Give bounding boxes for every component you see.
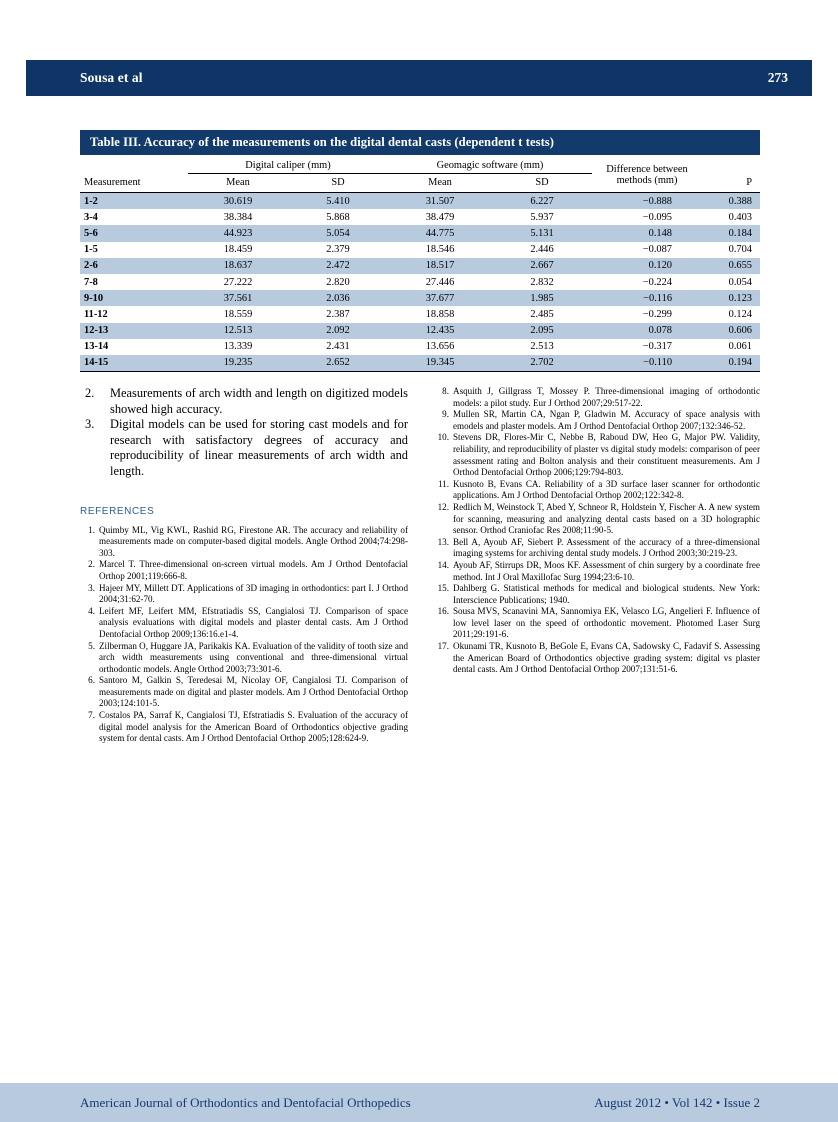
- cell-geomagic-sd: 2.832: [530, 276, 554, 288]
- cell-caliper-mean: 38.384: [223, 211, 253, 223]
- reference-number: 14.: [437, 559, 449, 570]
- footer-journal-title: American Journal of Orthodontics and Dentofacial Orthopedics: [80, 1094, 411, 1110]
- cell-geomagic-sd: 2.095: [492, 323, 592, 339]
- cell-p-value: 0.655: [702, 258, 760, 274]
- reference-item: [432, 386, 760, 409]
- reference-number: 5.: [88, 640, 95, 651]
- cell-geomagic-mean: 31.507: [388, 193, 492, 210]
- article-body: [80, 386, 760, 856]
- conclusion-number: 3.: [85, 417, 95, 432]
- cell-difference: −0.116: [592, 290, 702, 306]
- conclusion-number: 2.: [85, 386, 95, 400]
- table-row: [80, 242, 760, 258]
- group-header-p: P: [746, 177, 753, 188]
- table-caption: Table III. Accuracy of the measurements on the digital dental casts (dependent t tests): [80, 130, 760, 155]
- reference-text: Ayoub AF, Stirrups DR, Moos KF. Assessment of chin surgery by a coordinate free method. Int J Oral Maxillofac Surg 1994;23:6-10.: [453, 559, 760, 582]
- cell-caliper-mean: 30.619: [188, 193, 288, 210]
- sub-header-geomagic-mean: Mean: [428, 177, 452, 188]
- reference-text: Santoro M, Galkin S, Teredesai M, Nicolay OF, Cangialosi TJ. Comparison of measurements made on digital and plaster models. Am J Orthod Dentofacial Orthop 2003;124:101-5.: [99, 675, 408, 709]
- group-header-spacer: [80, 155, 188, 174]
- cell-geomagic-sd: 5.131: [492, 225, 592, 241]
- cell-caliper-sd: 2.379: [326, 244, 350, 256]
- cell-geomagic-mean: 18.517: [388, 258, 492, 274]
- table-row: [80, 225, 760, 241]
- reference-text: Marcel T. Three-dimensional on-screen virtual models. Am J Orthod Dentofacial Orthop 2001;119:666-8.: [99, 559, 408, 581]
- cell-p-value: 0.403: [728, 211, 753, 223]
- cell-geomagic-sd: 5.937: [530, 211, 554, 223]
- cell-difference: −0.095: [642, 211, 673, 223]
- reference-item: [432, 583, 760, 606]
- reference-item: [432, 432, 760, 478]
- group-header-difference: [592, 155, 702, 193]
- cell-difference: −0.087: [642, 244, 673, 256]
- cell-measurement: 12-13: [80, 323, 188, 339]
- reference-text: Sousa MVS, Scanavini MA, Sannomiya EK, Velasco LG, Angelieri F. Influence of low level laser on the speed of orthodontic movement. Photomed Laser Surg 2011;29:191-6.: [453, 606, 760, 640]
- cell-p-value: 0.123: [702, 290, 760, 306]
- reference-item: [432, 502, 760, 537]
- cell-geomagic-mean: 18.546: [425, 244, 455, 256]
- right-column: [432, 386, 760, 676]
- reference-item: [80, 606, 408, 641]
- reference-item: [432, 537, 760, 560]
- sub-header-geomagic-sd: SD: [535, 177, 549, 188]
- table-row: [80, 339, 760, 355]
- sub-header-caliper-mean: Mean: [226, 177, 250, 188]
- cell-measurement: 3-4: [84, 211, 98, 223]
- cell-geomagic-sd: 2.667: [492, 258, 592, 274]
- reference-number: 15.: [437, 583, 449, 594]
- cell-geomagic-sd: 1.985: [492, 290, 592, 306]
- cell-caliper-mean: 37.561: [188, 290, 288, 306]
- reference-text: Kusnoto B, Evans CA. Reliability of a 3D surface laser scanner for orthodontic applications. Am J Orthod Dentofacial Orthop 2002;122:342-8.: [453, 478, 760, 501]
- cell-geomagic-mean: 27.446: [425, 276, 455, 288]
- reference-number: 6.: [88, 675, 95, 686]
- conclusion-text: Digital models can be used for storing cast models and for research with satisfactory degrees of accuracy and reproducibility of linear measurements of arch width and length.: [110, 417, 408, 478]
- table-row: [80, 258, 760, 274]
- group-header-geomagic: Geomagic software (mm): [388, 155, 592, 174]
- cell-geomagic-sd: 2.485: [530, 308, 554, 320]
- table-row: [80, 193, 760, 210]
- reference-text: Quimby ML, Vig KWL, Rashid RG, Firestone AR. The accuracy and reliability of measurements made on computer-based digital models. Angle Orthod 2004;74:298-303.: [99, 524, 408, 558]
- cell-geomagic-sd: 2.702: [492, 355, 592, 372]
- cell-measurement: 13-14: [84, 341, 109, 353]
- table-iii: [80, 130, 760, 372]
- conclusion-item: [80, 417, 408, 479]
- reference-number: 17.: [437, 641, 449, 652]
- cell-caliper-mean: 18.459: [223, 244, 253, 256]
- reference-text: Redlich M, Weinstock T, Abed Y, Schneor R, Holdstein Y, Fischer A. A new system for scanning, measuring and analyzing dental casts based on a 3D holographic sensor. Orthod Craniofac Res 2008;11:90-5.: [453, 501, 760, 536]
- cell-caliper-mean: 13.339: [223, 341, 253, 353]
- page-number: 273: [767, 70, 788, 85]
- cell-geomagic-mean: 38.479: [425, 211, 455, 223]
- reference-item: [432, 479, 760, 502]
- reference-number: 10.: [437, 432, 449, 443]
- reference-number: 8.: [442, 386, 449, 396]
- cell-p-value: 0.124: [728, 308, 753, 320]
- running-head: [26, 60, 812, 96]
- cell-measurement: 7-8: [84, 276, 98, 288]
- reference-number: 3.: [88, 582, 95, 593]
- cell-p-value: 0.388: [702, 193, 760, 210]
- reference-item: [432, 560, 760, 583]
- cell-difference: −0.317: [642, 341, 673, 353]
- cell-caliper-sd: 2.431: [326, 341, 350, 353]
- cell-p-value: 0.054: [728, 276, 753, 288]
- accuracy-table: [80, 155, 760, 372]
- cell-p-value: 0.704: [728, 244, 753, 256]
- cell-geomagic-mean: 13.656: [425, 341, 455, 353]
- cell-difference: −0.224: [642, 276, 673, 288]
- references-list-right: [432, 386, 760, 676]
- footer-issue-info: August 2012 • Vol 142 • Issue 2: [594, 1094, 760, 1110]
- cell-geomagic-mean: 44.775: [388, 225, 492, 241]
- reference-text: Asquith J, Gillgrass T, Mossey P. Three-dimensional imaging of orthodontic models: a pilot study. Eur J Orthod 2007;29:517-22.: [453, 386, 760, 408]
- reference-text: Bell A, Ayoub AF, Siebert P. Assessment of the accuracy of a three-dimensional imaging systems for archiving dental study models. J Orthod 2003;30:219-23.: [453, 536, 760, 559]
- page-footer: [0, 1083, 838, 1122]
- cell-measurement: 1-5: [84, 244, 98, 256]
- reference-number: 11.: [437, 478, 449, 489]
- cell-geomagic-mean: 19.345: [388, 355, 492, 372]
- cell-measurement: 5-6: [80, 225, 188, 241]
- cell-measurement: 14-15: [80, 355, 188, 372]
- cell-p-value: 0.194: [702, 355, 760, 372]
- reference-item: [80, 525, 408, 560]
- table-row: [80, 209, 760, 225]
- reference-item: [432, 641, 760, 676]
- cell-p-value: 0.606: [702, 323, 760, 339]
- reference-item: [80, 641, 408, 676]
- table-row: [80, 323, 760, 339]
- cell-geomagic-sd: 6.227: [492, 193, 592, 210]
- conclusion-item: [80, 386, 408, 417]
- cell-geomagic-sd: 2.513: [530, 341, 554, 353]
- cell-caliper-sd: 2.387: [326, 308, 350, 320]
- cell-geomagic-sd: 2.446: [530, 244, 554, 256]
- references-list-left: [80, 525, 408, 745]
- cell-caliper-sd: 5.868: [326, 211, 350, 223]
- table-group-header-row: [80, 155, 760, 174]
- reference-text: Costalos PA, Sarraf K, Cangialosi TJ, Efstratiadis S. Evaluation of the accuracy of digital model analysis for the American Board of Orthodontics objective grading system for dental casts. Am J Orthod Dentofacial Orthop 2005;128:624-9.: [99, 710, 408, 744]
- cell-measurement: 9-10: [80, 290, 188, 306]
- cell-caliper-mean: 27.222: [223, 276, 253, 288]
- cell-caliper-sd: 5.410: [288, 193, 388, 210]
- difference-header-line-2: methods (mm): [616, 175, 678, 186]
- reference-item: [80, 675, 408, 710]
- reference-number: 16.: [437, 606, 449, 617]
- table-row: [80, 274, 760, 290]
- cell-geomagic-mean: 12.435: [388, 323, 492, 339]
- reference-item: [80, 710, 408, 745]
- table-body: [80, 193, 760, 372]
- reference-text: Leifert MF, Leifert MM, Efstratiadis SS, Cangialosi TJ. Comparison of space analysis evaluations with digital models and plaster dental casts. Am J Orthod Dentofacial Orthop 2009;136:16.e1-4.: [99, 605, 408, 639]
- sub-header-caliper-sd: SD: [331, 177, 345, 188]
- reference-text: Stevens DR, Flores-Mir C, Nebbe B, Raboud DW, Heo G, Major PW. Validity, reliability, and reproducibility of plaster vs digital study models: comparison of peer assessment rating and Bolton analysis and their constituent measurements. Am J Orthod Dentofacial Orthop 2006;129:794-803.: [453, 432, 760, 478]
- cell-difference: 0.078: [592, 323, 702, 339]
- cell-geomagic-mean: 37.677: [388, 290, 492, 306]
- left-column: [80, 386, 408, 745]
- group-header-digital-caliper: Digital caliper (mm): [188, 155, 388, 174]
- table-row: [80, 306, 760, 322]
- table-row: [80, 290, 760, 306]
- reference-number: 7.: [88, 710, 95, 721]
- reference-item: [80, 559, 408, 582]
- cell-caliper-sd: 2.092: [288, 323, 388, 339]
- cell-measurement: 1-2: [80, 193, 188, 210]
- cell-caliper-sd: 2.652: [288, 355, 388, 372]
- reference-number: 1.: [88, 524, 95, 535]
- reference-number: 13.: [437, 536, 449, 547]
- reference-text: Zilberman O, Huggare JA, Parikakis KA. Evaluation of the validity of tooth size and arch width measurements using conventional and three-dimensional virtual orthodontic models. Angle Orthod 2003;73:301-6.: [99, 640, 408, 674]
- reference-number: 12.: [437, 501, 449, 512]
- cell-p-value: 0.061: [728, 341, 753, 353]
- cell-difference: −0.299: [642, 308, 673, 320]
- cell-caliper-sd: 2.472: [288, 258, 388, 274]
- reference-text: Hajeer MY, Millett DT. Applications of 3D imaging in orthodontics: part I. J Orthod 2004;31:62-70.: [99, 582, 408, 605]
- cell-caliper-mean: 19.235: [188, 355, 288, 372]
- reference-number: 2.: [88, 559, 95, 570]
- sub-header-measurement: Measurement: [84, 176, 141, 188]
- reference-item: [432, 409, 760, 432]
- table-head: [80, 155, 760, 193]
- references-heading: REFERENCES: [80, 505, 155, 517]
- difference-header-line-1: Difference between: [606, 163, 688, 175]
- cell-caliper-sd: 5.054: [288, 225, 388, 241]
- cell-caliper-sd: 2.036: [288, 290, 388, 306]
- cell-caliper-mean: 12.513: [188, 323, 288, 339]
- cell-p-value: 0.184: [702, 225, 760, 241]
- cell-difference: −0.888: [592, 193, 702, 210]
- conclusion-text: Measurements of arch width and length on digitized models showed high accuracy.: [110, 386, 408, 416]
- reference-item: [432, 606, 760, 641]
- cell-measurement: 11-12: [84, 308, 108, 320]
- table-row: [80, 355, 760, 372]
- cell-measurement: 2-6: [80, 258, 188, 274]
- cell-difference: 0.120: [592, 258, 702, 274]
- reference-text: Dahlberg G. Statistical methods for medical and biological students. New York: Interscience Publications; 1940.: [453, 583, 760, 605]
- reference-text: Okunami TR, Kusnoto B, BeGole E, Evans CA, Sadowsky C, Fadavif S. Assessing the American Board of Orthodontics objective grading system: digital vs plaster dental casts. Am J Orthod Dentofacial Orthop 2007;131:51-6.: [453, 641, 760, 675]
- reference-text: Mullen SR, Martin CA, Ngan P, Gladwin M. Accuracy of space analysis with emodels and plaster models. Am J Orthod Dentofacial Orthop 2007;132:346-52.: [453, 409, 760, 431]
- cell-caliper-mean: 18.637: [188, 258, 288, 274]
- cell-caliper-mean: 44.923: [188, 225, 288, 241]
- reference-number: 4.: [88, 605, 95, 616]
- cell-caliper-mean: 18.559: [223, 308, 253, 320]
- running-head-authors: Sousa et al: [80, 70, 143, 85]
- cell-difference: 0.148: [592, 225, 702, 241]
- cell-difference: −0.110: [592, 355, 702, 372]
- reference-item: [80, 583, 408, 606]
- reference-number: 9.: [442, 409, 449, 420]
- conclusions-list: [80, 386, 408, 480]
- cell-caliper-sd: 2.820: [326, 276, 350, 288]
- cell-geomagic-mean: 18.858: [425, 308, 455, 320]
